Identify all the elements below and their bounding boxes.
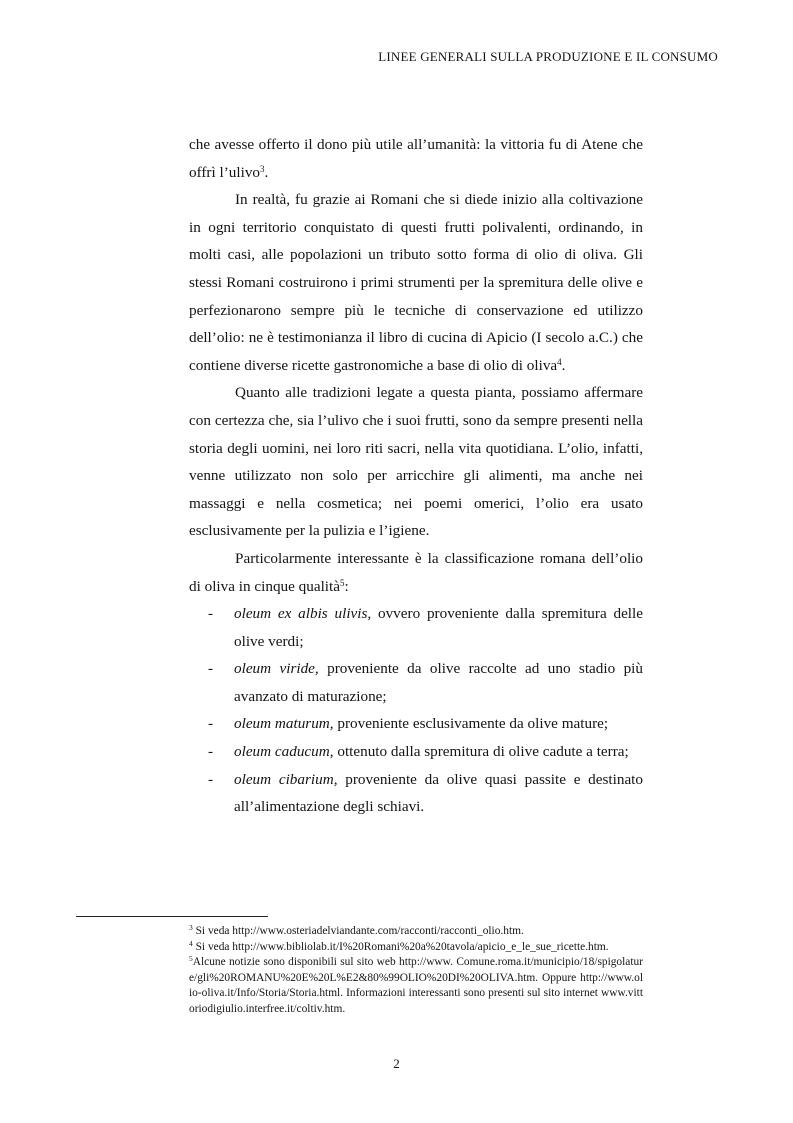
paragraph-tail: : bbox=[344, 577, 349, 595]
list-item-desc: proveniente da olive raccolte ad uno stadio più avanzato di maturazione; bbox=[234, 660, 643, 705]
footnote-number: 5 bbox=[189, 954, 193, 963]
quality-list bbox=[189, 600, 643, 821]
list-item-term: oleum ex albis ulivis, bbox=[234, 605, 372, 623]
footnote-number: 3 bbox=[189, 923, 193, 932]
list-bullet: - bbox=[208, 770, 214, 788]
paragraph-text: che avesse offerto il dono più utile all’umanità: la vittoria fu di Atene che offrì l’ulivo bbox=[189, 136, 643, 181]
footnote-divider bbox=[76, 916, 268, 917]
paragraph-text: In realtà, fu grazie ai Romani che si diede inizio alla coltivazione in ogni territorio conquistato di questi frutti polivalenti, ordinando, in molti casi, alle popolazioni un tributo sotto forma di olio di oliva. Gli stessi Romani costruirono i primi strumenti per la spremitura delle olive e perfezionarono sempre più le tecniche di conservazione ed utilizzo dell’olio: ne è testimonianza il libro di cucina di Apicio (I secolo a.C.) che contiene diverse ricette gastronomiche a base di olio di oliva bbox=[189, 191, 643, 374]
footnotes bbox=[189, 924, 643, 1017]
footnote-ref[interactable]: 5 bbox=[340, 577, 345, 588]
footnote bbox=[189, 955, 643, 1017]
paragraph-text: Particolarmente interessante è la classificazione romana dell’olio di oliva in cinque qualità bbox=[189, 549, 643, 595]
list-bullet: - bbox=[208, 743, 214, 761]
paragraph-tail: . bbox=[561, 356, 566, 374]
list-item bbox=[189, 710, 643, 738]
list-bullet: - bbox=[208, 660, 214, 678]
list-item-term: oleum cibarium, bbox=[234, 770, 338, 788]
list-item bbox=[189, 655, 643, 710]
list-item-term: oleum caducum, bbox=[234, 743, 334, 761]
list-bullet: - bbox=[208, 605, 214, 623]
running-header: LINEE GENERALI SULLA PRODUZIONE E IL CONSUMO bbox=[378, 49, 718, 64]
footnote bbox=[189, 924, 643, 940]
list-item-term: oleum viride, bbox=[234, 660, 319, 678]
footnote-number: 4 bbox=[189, 938, 193, 948]
list-item-desc: proveniente esclusivamente da olive mature; bbox=[333, 715, 609, 733]
page-number: 2 bbox=[393, 1056, 400, 1071]
body-text bbox=[189, 131, 643, 821]
paragraph bbox=[189, 186, 643, 379]
footnote-ref[interactable]: 4 bbox=[557, 356, 562, 367]
list-item bbox=[189, 766, 643, 821]
list-item-term: oleum maturum, bbox=[234, 715, 334, 733]
footnote-ref[interactable]: 3 bbox=[260, 163, 265, 174]
footnote bbox=[189, 940, 643, 956]
footnote-text[interactable]: Alcune notizie sono disponibili sul sito web http://www. Comune.roma.it/municipio/18/spigolature/gli%20ROMANU%20E%20L%E2&80%99OLIO%20DI%20OLIVA.htm. Oppure http://www.olio-oliva.it/Info/Storia/Storia.html. Informazioni interessanti sono presenti sul sito internet www.vittoriodigiulio.interfree.it/coltiv.htm. bbox=[189, 956, 643, 1015]
list-item bbox=[189, 600, 643, 655]
paragraph-tail: . bbox=[264, 163, 269, 181]
paragraph bbox=[189, 379, 643, 545]
list-item bbox=[189, 738, 643, 766]
list-item-desc: proveniente da olive quasi passite e destinato all’alimentazione degli schiavi. bbox=[234, 770, 643, 816]
paragraph-text: Quanto alle tradizioni legate a questa pianta, possiamo affermare con certezza che, sia l’ulivo che i suoi frutti, sono da sempre presenti nella storia degli uomini, nei loro riti sacri, nella vita quotidiana. L’olio, infatti, venne utilizzato non solo per arricchire gli alimenti, ma anche nei massaggi e nella cosmetica; nei poemi omerici, l’olio era usato esclusivamente per la pulizia e l’igiene. bbox=[189, 384, 643, 540]
list-item-desc: ottenuto dalla spremitura di olive cadute a terra; bbox=[333, 743, 629, 761]
list-bullet: - bbox=[208, 715, 214, 733]
paragraph bbox=[189, 131, 643, 186]
footnote-text[interactable]: Si veda http://www.bibliolab.it/I%20Romani%20a%20tavola/apicio_e_le_sue_ricette.htm. bbox=[192, 940, 609, 953]
footnote-text[interactable]: Si veda http://www.osteriadelviandante.com/racconti/racconti_olio.htm. bbox=[192, 925, 524, 937]
list-item-desc: ovvero proveniente dalla spremitura delle olive verdi; bbox=[234, 605, 643, 650]
paragraph bbox=[189, 545, 643, 600]
